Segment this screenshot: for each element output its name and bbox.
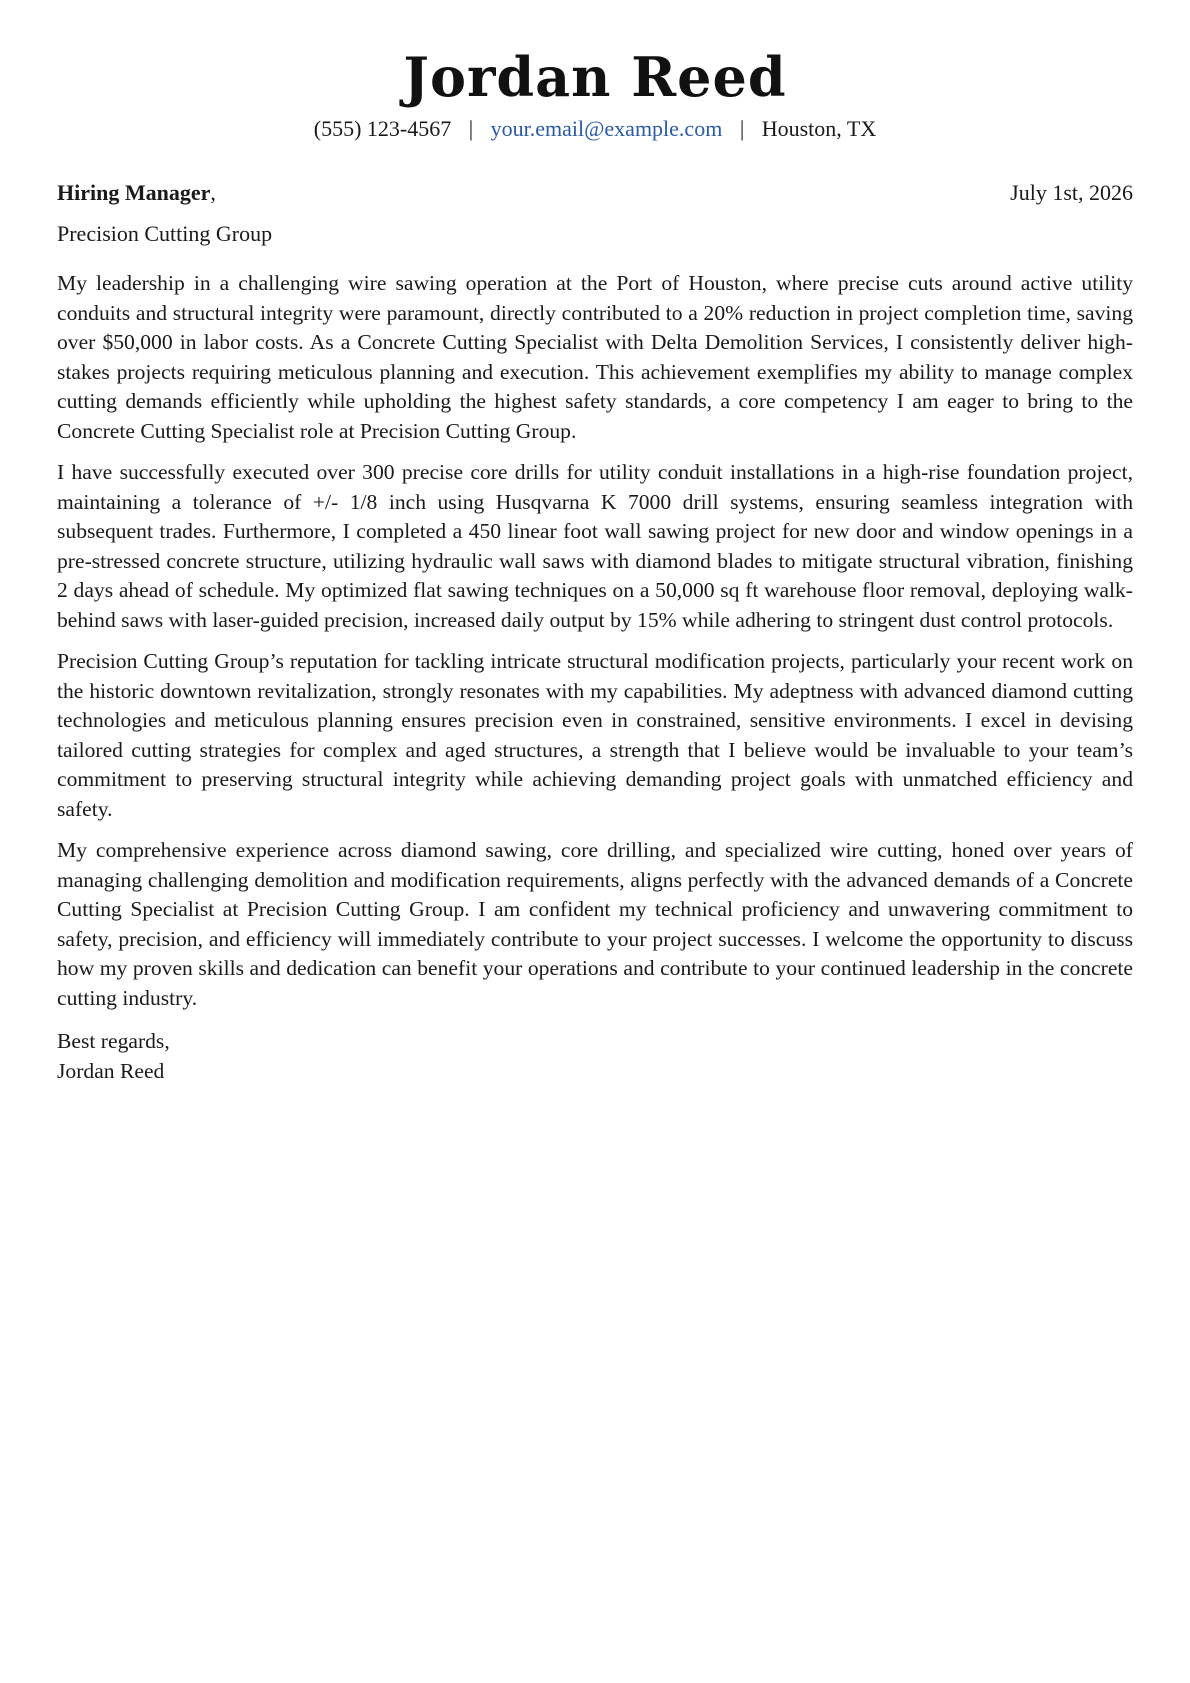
body-paragraph: I have successfully executed over 300 precise core drills for utility conduit installations in a high-rise foundation project, maintaining a tolerance of +/- 1/8 inch using Husqvarna K 7000 drill systems, ensuring seamless integration with subsequent trades. Furthermore, I completed a 450 linear foot wall sawing project for new door and window openings in a pre-stressed concrete structure, utilizing hydraulic wall saws with diamond blades to mitigate structural vibration, finishing 2 days ahead of schedule. My optimized flat sawing techniques on a 50,000 sq ft warehouse floor removal, deploying walk-behind saws with laser-guided precision, increased daily output by 15% while adhering to stringent dust control protocols.	[57, 460, 1133, 632]
contact-separator: |	[468, 116, 474, 141]
phone-number: (555) 123-4567	[313, 116, 452, 141]
letter-body	[57, 269, 1133, 1013]
body-paragraph: My leadership in a challenging wire sawing operation at the Port of Houston, where precise cuts around active utility conduits and structural integrity were paramount, directly contributed to a 20% reduction in project completion time, saving over $50,000 in labor costs. As a Concrete Cutting Specialist with Delta Demolition Services, I consistently deliver high-stakes projects requiring meticulous planning and execution. This achievement exemplifies my ability to manage complex cutting demands efficiently while upholding the highest safety standards, a core competency I am eager to bring to the Concrete Cutting Specialist role at Precision Cutting Group.	[57, 271, 1133, 443]
recipient-company: Precision Cutting Group	[57, 220, 273, 246]
body-paragraph: My comprehensive experience across diamond sawing, core drilling, and specialized wire cutting, honed over years of managing challenging demolition and modification requirements, aligns perfectly with the advanced demands of a Concrete Cutting Specialist at Precision Cutting Group. I am confident my technical proficiency and unwavering commitment to safety, precision, and efficiency will immediately contribute to your project successes. I welcome the opportunity to discuss how my proven skills and dedication can benefit your operations and contribute to your continued leadership in the concrete cutting industry.	[57, 838, 1133, 1010]
closing-block	[57, 1027, 1133, 1086]
signature-name: Jordan Reed	[57, 1058, 165, 1083]
recipient-title: Hiring Manager	[57, 180, 211, 206]
salutation	[57, 180, 216, 206]
valediction: Best regards,	[57, 1029, 170, 1054]
recipient-date-row	[57, 180, 1133, 206]
letter-date: July 1st, 2026	[1010, 180, 1133, 206]
body-paragraph: Precision Cutting Group’s reputation for tackling intricate structural modification projects, particularly your recent work on the historic downtown revitalization, strongly resonates with my capabilities. My adeptness with advanced diamond cutting technologies and meticulous planning ensures precision even in constrained, sensitive environments. I excel in devising tailored cutting strategies for complex and aged structures, a strength that I believe would be invaluable to your team’s commitment to preserving structural integrity while achieving demanding project goals with unmatched efficiency and safety.	[57, 649, 1133, 821]
contact-line	[57, 116, 1133, 142]
salutation-comma: ,	[210, 180, 216, 206]
contact-separator: |	[739, 116, 745, 141]
location: Houston, TX	[761, 116, 877, 141]
email-link[interactable]: your.email@example.com	[490, 116, 723, 141]
applicant-name: Jordan Reed	[403, 45, 787, 109]
